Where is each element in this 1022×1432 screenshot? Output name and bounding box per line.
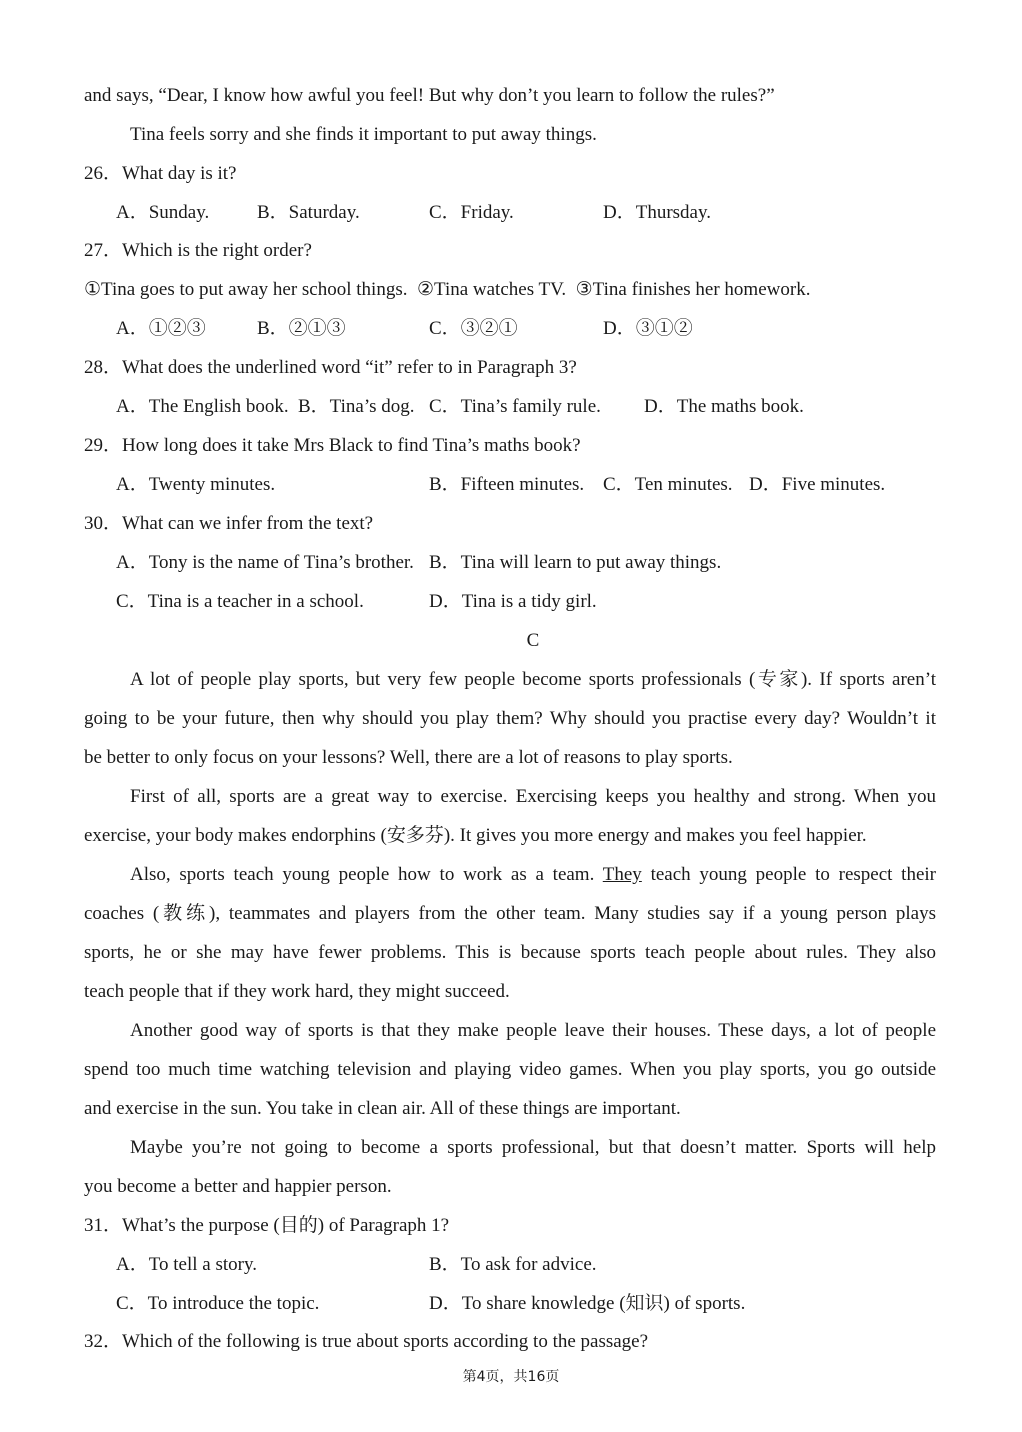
q31-option-b: B．To ask for advice. xyxy=(429,1254,597,1275)
paragraph-1-line: A lot of people play sports, but very few people become sports professionals (专家). If sports aren’t xyxy=(130,669,936,690)
question-31-stem: 31．What’s the purpose (目的) of Paragraph 1? xyxy=(84,1215,450,1236)
q27-option-a: A．①②③ xyxy=(116,318,206,339)
q29-option-c: C．Ten minutes. xyxy=(603,474,733,495)
paragraph-2-line: exercise, your body makes endorphins (安多芬). It gives you more energy and makes you feel happier. xyxy=(84,825,867,846)
q30-option-d: D．Tina is a tidy girl. xyxy=(429,591,597,612)
q27-option-d: D．③①② xyxy=(603,318,693,339)
q28-option-b: B．Tina’s dog. xyxy=(298,396,415,417)
q30-option-b: B．Tina will learn to put away things. xyxy=(429,552,722,573)
paragraph-3-line: teach people that if they work hard, they might succeed. xyxy=(84,981,510,1002)
question-27-events: ①Tina goes to put away her school things. ②Tina watches TV. ③Tina finishes her homework. xyxy=(84,279,811,300)
q29-option-b: B．Fifteen minutes. xyxy=(429,474,585,495)
section-heading: C xyxy=(526,630,540,651)
q31-option-c: C．To introduce the topic. xyxy=(116,1293,320,1314)
paragraph-4-line: spend too much time watching television and playing video games. When you play sports, you go outside xyxy=(84,1059,936,1080)
q31-option-a: A．To tell a story. xyxy=(116,1254,257,1275)
q28-option-c: C．Tina’s family rule. xyxy=(429,396,601,417)
paragraph-3-line xyxy=(130,864,936,886)
paragraph-2-line: First of all, sports are a great way to exercise. Exercising keeps you healthy and strong. When you xyxy=(130,786,936,807)
paragraph-4-line: and exercise in the sun. You take in clean air. All of these things are important. xyxy=(84,1098,681,1119)
question-27-stem: 27．Which is the right order? xyxy=(84,240,312,261)
underlined-word-they: They xyxy=(602,864,642,885)
question-32-stem: 32．Which of the following is true about sports according to the passage? xyxy=(84,1331,649,1352)
q28-option-d: D．The maths book. xyxy=(644,396,804,417)
passage-line: and says, “Dear, I know how awful you feel! But why don’t you learn to follow the rules?” xyxy=(84,85,775,106)
q26-option-d: D．Thursday. xyxy=(603,202,711,223)
q26-option-c: C．Friday. xyxy=(429,202,514,223)
paragraph-3-line: coaches (教练), teammates and players from the other team. Many studies say if a young person plays xyxy=(84,903,936,924)
q28-option-a: A．The English book. xyxy=(116,396,289,417)
question-26-stem: 26．What day is it? xyxy=(84,163,237,184)
paragraph-4-line: Another good way of sports is that they make people leave their houses. These days, a lot of people xyxy=(130,1020,936,1041)
paragraph-1-line: be better to only focus on your lessons? Well, there are a lot of reasons to play sports. xyxy=(84,747,733,768)
q29-option-d: D．Five minutes. xyxy=(749,474,886,495)
paragraph-5-line: you become a better and happier person. xyxy=(84,1176,392,1197)
q26-option-a: A．Sunday. xyxy=(116,202,210,223)
q27-option-c: C．③②① xyxy=(429,318,518,339)
paragraph-3-text: teach young people to respect their xyxy=(650,864,936,885)
q30-option-c: C．Tina is a teacher in a school. xyxy=(116,591,364,612)
q31-option-d: D．To share knowledge (知识) of sports. xyxy=(429,1293,746,1314)
passage-line: Tina feels sorry and she finds it important to put away things. xyxy=(130,124,597,145)
q29-option-a: A．Twenty minutes. xyxy=(116,474,276,495)
question-29-stem: 29．How long does it take Mrs Black to find Tina’s maths book? xyxy=(84,435,581,456)
page-number: 第4页，共16页 xyxy=(462,1369,560,1385)
question-28-stem: 28．What does the underlined word “it” refer to in Paragraph 3? xyxy=(84,357,577,378)
paragraph-1-line: going to be your future, then why should you play them? Why should you practise every day? Wouldn’t it xyxy=(84,708,936,729)
paragraph-5-line: Maybe you’re not going to become a sports professional, but that doesn’t matter. Sports will help xyxy=(130,1137,936,1158)
q26-option-b: B．Saturday. xyxy=(257,202,360,223)
q30-option-a: A．Tony is the name of Tina’s brother. xyxy=(116,552,414,573)
paragraph-3-text: Also, sports teach young people how to work as a team. xyxy=(130,864,595,885)
q27-option-b: B．②①③ xyxy=(257,318,346,339)
question-30-stem: 30．What can we infer from the text? xyxy=(84,513,374,534)
paragraph-3-line: sports, he or she may have fewer problems. This is because sports teach people about rules. They also xyxy=(84,942,936,963)
